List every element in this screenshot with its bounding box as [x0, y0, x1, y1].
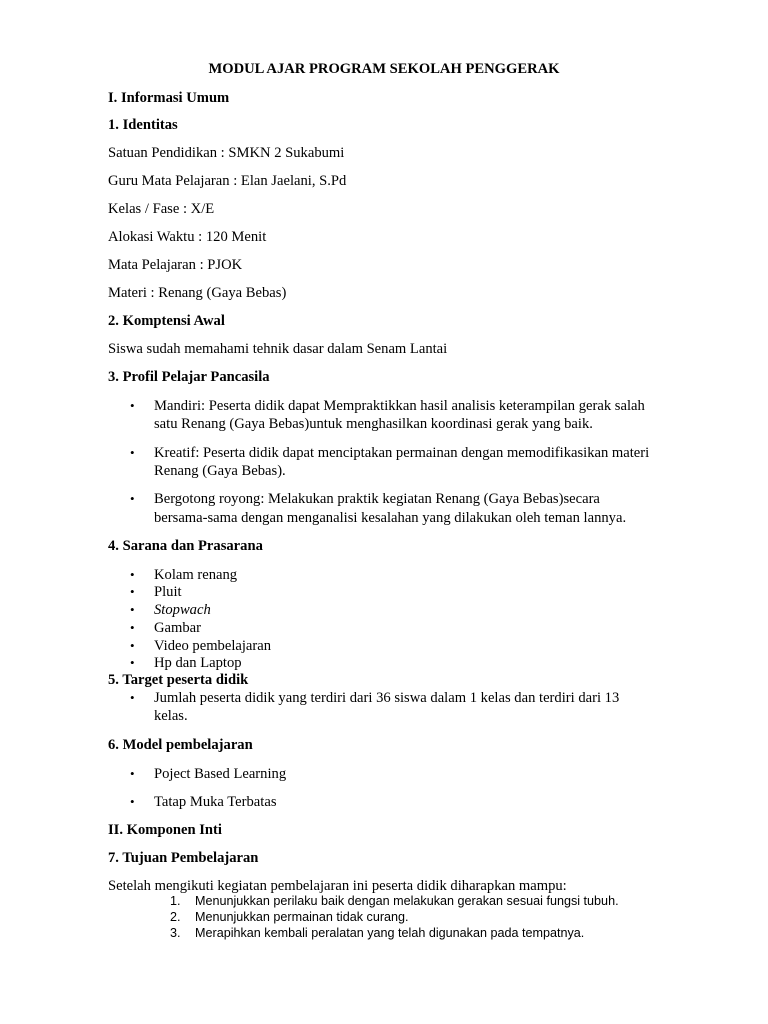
sarana-item: Video pembelajaran	[154, 638, 272, 654]
bullet-icon: •	[130, 766, 135, 781]
target-line: Jumlah peserta didik yang terdiri dari 36 siswa dalam 1 kelas dan terdiri dari 13	[154, 690, 620, 706]
sarana-item: Pluit	[154, 584, 182, 600]
tujuan-number: 2.	[170, 910, 181, 924]
section-heading-informasi-umum: I. Informasi Umum	[108, 90, 230, 106]
identitas-line: Materi : Renang (Gaya Bebas)	[108, 285, 287, 301]
sarana-item: Gambar	[154, 620, 202, 636]
bullet-icon: •	[130, 584, 135, 599]
subheading-target: 5. Target peserta didik	[108, 672, 249, 688]
tujuan-number: 3.	[170, 926, 181, 940]
subheading-identitas: 1. Identitas	[108, 117, 178, 133]
section-heading-komponen-inti: II. Komponen Inti	[108, 822, 222, 838]
identitas-line: Satuan Pendidikan : SMKN 2 Sukabumi	[108, 145, 345, 161]
profil-item-line: satu Renang (Gaya Bebas)untuk menghasilkan koordinasi gerak yang baik.	[154, 416, 593, 432]
sarana-item: Kolam renang	[154, 567, 238, 583]
tujuan-number: 1.	[170, 894, 181, 908]
sarana-item: Hp dan Laptop	[154, 655, 242, 671]
subheading-profil-pelajar: 3. Profil Pelajar Pancasila	[108, 369, 270, 385]
subheading-tujuan: 7. Tujuan Pembelajaran	[108, 850, 259, 866]
sarana-item: Stopwach	[154, 602, 211, 618]
profil-item-line: bersama-sama dengan menganalisi kesalahan yang dilakukan oleh teman lannya.	[154, 510, 627, 526]
bullet-icon: •	[130, 602, 135, 617]
subheading-kompetensi-awal: 2. Komptensi Awal	[108, 313, 225, 329]
bullet-icon: •	[130, 567, 135, 582]
bullet-icon: •	[130, 445, 135, 460]
identitas-line: Mata Pelajaran : PJOK	[108, 257, 243, 273]
profil-item-line: Bergotong royong: Melakukan praktik kegiatan Renang (Gaya Bebas)secara	[154, 491, 600, 507]
target-line: kelas.	[154, 708, 188, 724]
tujuan-intro: Setelah mengikuti kegiatan pembelajaran ini peserta didik diharapkan mampu:	[108, 878, 567, 894]
bullet-icon: •	[130, 491, 135, 506]
subheading-sarana: 4. Sarana dan Prasarana	[108, 538, 263, 554]
identitas-line: Kelas / Fase : X/E	[108, 201, 215, 217]
model-item: Poject Based Learning	[154, 766, 287, 782]
bullet-icon: •	[130, 655, 135, 670]
profil-item-line: Mandiri: Peserta didik dapat Mempraktikkan hasil analisis keterampilan gerak salah	[154, 398, 645, 414]
bullet-icon: •	[130, 690, 135, 705]
bullet-icon: •	[130, 638, 135, 653]
document-title: MODUL AJAR PROGRAM SEKOLAH PENGGERAK	[208, 61, 560, 77]
bullet-icon: •	[130, 620, 135, 635]
profil-item-line: Renang (Gaya Bebas).	[154, 463, 286, 479]
kompetensi-awal-text: Siswa sudah memahami tehnik dasar dalam Senam Lantai	[108, 341, 448, 357]
tujuan-item: Menunjukkan perilaku baik dengan melakukan gerakan sesuai fungsi tubuh.	[195, 894, 619, 908]
bullet-icon: •	[130, 794, 135, 809]
model-item: Tatap Muka Terbatas	[154, 794, 277, 810]
bullet-icon: •	[130, 398, 135, 413]
subheading-model: 6. Model pembelajaran	[108, 737, 253, 753]
identitas-line: Alokasi Waktu : 120 Menit	[108, 229, 267, 245]
tujuan-item: Merapihkan kembali peralatan yang telah digunakan pada tempatnya.	[195, 926, 585, 940]
identitas-line: Guru Mata Pelajaran : Elan Jaelani, S.Pd	[108, 173, 347, 189]
tujuan-item: Menunjukkan permainan tidak curang.	[195, 910, 409, 924]
profil-item-line: Kreatif: Peserta didik dapat menciptakan permainan dengan memodifikasikan materi	[154, 445, 650, 461]
